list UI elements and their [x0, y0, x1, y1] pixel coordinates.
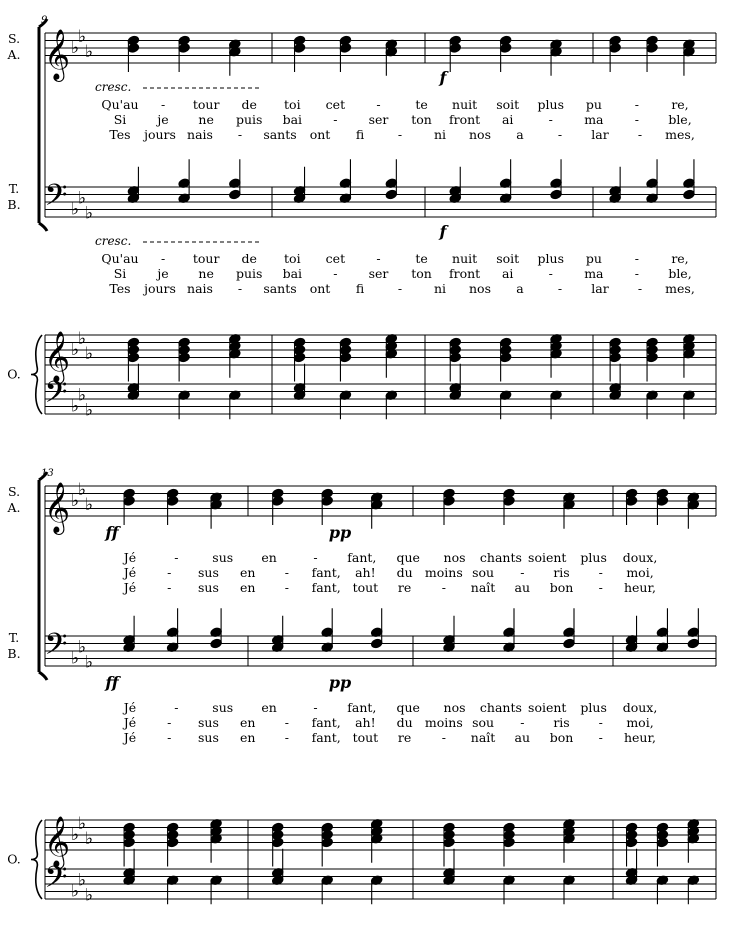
- lyric-syllable: ont: [309, 127, 331, 142]
- measure-number: 9: [41, 15, 48, 26]
- lyric-syllable: ai: [501, 266, 514, 281]
- lyric-syllable: Jé: [123, 715, 137, 730]
- lyric-syllable: bai: [282, 266, 303, 281]
- note-head: [646, 43, 658, 54]
- lyric-syllable: fi: [355, 281, 365, 296]
- staff-label-soprano: S.: [7, 31, 21, 46]
- lyric-syllable: nuit: [452, 97, 478, 112]
- note-head: [503, 837, 515, 848]
- lyric-syllable: plus: [580, 700, 607, 715]
- lyric-syllable: ris: [553, 565, 570, 580]
- lyric-syllable: -: [284, 580, 290, 595]
- lyric-syllable: sus: [198, 580, 219, 595]
- measure-number: 13: [41, 468, 54, 479]
- flat-icon: ♭: [77, 385, 87, 406]
- lyric-syllable: -: [557, 281, 563, 296]
- lyric-syllable: -: [520, 565, 525, 580]
- note-head: [499, 352, 511, 363]
- flat-icon: ♭: [70, 825, 80, 845]
- lyric-syllable: Jé: [123, 700, 137, 715]
- lyric-syllable: en: [261, 700, 277, 715]
- lyric-syllable: sus: [198, 715, 219, 730]
- lyric-syllable: -: [167, 580, 172, 595]
- bass-clef-icon: 𝄢: [44, 628, 68, 669]
- note-head: [625, 496, 637, 507]
- lyric-syllable: plus: [580, 550, 607, 565]
- lyric-syllable: nos: [469, 281, 491, 296]
- staff-label-alto: A.: [7, 47, 21, 62]
- lyric-syllable: en: [239, 715, 256, 730]
- lyric-syllable: doux,: [622, 700, 658, 715]
- lyric-syllable: Qu'au: [101, 97, 139, 112]
- lyric-syllable: ne: [198, 266, 214, 281]
- lyric-syllable: nais: [187, 127, 213, 142]
- lyric-syllable: sus: [198, 730, 219, 745]
- lyric-syllable: tout: [352, 730, 379, 745]
- flat-icon: ♭: [84, 828, 94, 849]
- note-head: [625, 837, 637, 848]
- note-head: [683, 189, 695, 200]
- flat-icon: ♭: [70, 38, 80, 58]
- lyric-syllable: chants: [479, 550, 522, 565]
- flat-icon: ♭: [84, 885, 94, 906]
- lyric-syllable: te: [415, 251, 428, 266]
- note-head: [293, 43, 305, 54]
- note-head: [385, 189, 397, 200]
- lyric-syllable: Si: [113, 112, 127, 127]
- lyric-syllable: sants: [263, 127, 297, 142]
- lyric-syllable: -: [634, 97, 640, 112]
- lyric-syllable: puis: [235, 112, 263, 127]
- lyric-syllable: fant,: [347, 550, 377, 565]
- flat-icon: ♭: [84, 494, 94, 515]
- lyric-syllable: ser: [368, 266, 389, 281]
- note-head: [449, 43, 461, 54]
- note-head: [443, 837, 455, 848]
- lyric-syllable: en: [239, 580, 256, 595]
- note-head: [687, 638, 699, 649]
- note-head: [127, 352, 139, 363]
- lyric-syllable: fant,: [311, 715, 341, 730]
- lyric-syllable: que: [396, 550, 420, 565]
- lyric-syllable: sou: [472, 715, 495, 730]
- note-head: [178, 352, 190, 363]
- lyric-syllable: sants: [263, 281, 297, 296]
- lyric-syllable: a: [516, 127, 524, 142]
- lyric-syllable: doux,: [622, 550, 658, 565]
- flat-icon: ♭: [84, 203, 94, 224]
- flat-icon: ♭: [77, 188, 87, 209]
- lyric-syllable: -: [548, 266, 553, 281]
- lyric-syllable: -: [284, 715, 290, 730]
- note-head: [272, 496, 284, 507]
- note-head: [293, 352, 305, 363]
- lyric-syllable: cet: [325, 251, 346, 266]
- lyric-syllable: Jé: [123, 550, 137, 565]
- treble-clef-icon: 𝄞: [43, 482, 71, 533]
- lyric-syllable: sus: [212, 550, 234, 565]
- note-head: [339, 43, 351, 54]
- lyric-syllable: je: [157, 266, 169, 281]
- lyric-syllable: -: [167, 730, 172, 745]
- lyric-syllable: -: [634, 266, 640, 281]
- dynamic-forte: f: [439, 68, 447, 87]
- lyric-syllable: fant,: [347, 700, 377, 715]
- lyric-syllable: -: [634, 251, 640, 266]
- lyric-syllable: -: [160, 251, 166, 266]
- note-head: [550, 189, 562, 200]
- lyric-syllable: front: [449, 266, 481, 281]
- lyric-syllable: ne: [198, 112, 214, 127]
- lyric-syllable: re: [397, 730, 412, 745]
- lyric-syllable: plus: [537, 97, 565, 112]
- lyric-syllable: ah!: [355, 715, 376, 730]
- lyric-syllable: -: [237, 281, 243, 296]
- lyric-syllable: -: [284, 730, 290, 745]
- lyric-syllable: de: [241, 97, 257, 112]
- lyric-syllable: fant,: [311, 580, 341, 595]
- lyric-syllable: -: [441, 730, 446, 745]
- flat-icon: ♭: [77, 813, 87, 834]
- lyric-syllable: en: [239, 565, 256, 580]
- lyric-syllable: naît: [470, 580, 496, 595]
- lyric-syllable: ble,: [668, 266, 692, 281]
- treble-clef-icon: 𝄞: [43, 331, 71, 382]
- lyric-syllable: -: [167, 715, 172, 730]
- lyric-syllable: mes,: [665, 127, 695, 142]
- lyric-syllable: -: [333, 112, 338, 127]
- note-head: [656, 496, 668, 507]
- lyric-syllable: ser: [368, 112, 389, 127]
- lyric-syllable: toi: [284, 97, 301, 112]
- lyric-syllable: moi,: [626, 565, 654, 580]
- flat-icon: ♭: [77, 870, 87, 891]
- lyric-syllable: -: [313, 700, 318, 715]
- lyric-syllable: re,: [671, 97, 689, 112]
- lyric-syllable: bon: [549, 580, 574, 595]
- lyric-syllable: au: [514, 730, 531, 745]
- note-head: [166, 496, 178, 507]
- lyric-syllable: ma: [584, 266, 604, 281]
- note-head: [210, 638, 222, 649]
- lyric-syllable: -: [397, 281, 403, 296]
- lyric-syllable: -: [634, 112, 640, 127]
- flat-icon: ♭: [84, 343, 94, 364]
- lyric-syllable: moi,: [626, 715, 654, 730]
- staff-label-soprano: S.: [7, 484, 21, 499]
- lyric-syllable: sou: [472, 565, 495, 580]
- system-1: [6, 15, 716, 420]
- lyric-syllable: -: [174, 550, 179, 565]
- lyric-syllable: de: [241, 251, 257, 266]
- lyric-syllable: -: [167, 565, 172, 580]
- lyric-syllable: nais: [187, 281, 213, 296]
- lyric-syllable: chants: [479, 700, 522, 715]
- dynamic-fortissimo: ff: [105, 673, 119, 692]
- treble-clef-icon: 𝄞: [43, 816, 71, 867]
- lyric-syllable: -: [557, 127, 563, 142]
- lyric-syllable: fant,: [311, 730, 341, 745]
- cresc-marking: cresc.: [95, 80, 132, 94]
- lyric-syllable: naît: [470, 730, 496, 745]
- lyric-syllable: heur,: [623, 730, 657, 745]
- dynamic-pianissimo: pp: [328, 523, 352, 542]
- treble-clef-icon: 𝄞: [43, 29, 71, 80]
- lyric-syllable: re,: [671, 251, 689, 266]
- lyric-syllable: heur,: [623, 580, 657, 595]
- note-head: [178, 43, 190, 54]
- note-head: [272, 837, 284, 848]
- lyric-syllable: -: [313, 550, 318, 565]
- lyric-syllable: Tes: [109, 127, 131, 142]
- lyric-syllable: a: [516, 281, 524, 296]
- note-head: [443, 496, 455, 507]
- lyric-syllable: puis: [235, 266, 263, 281]
- note-head: [609, 352, 621, 363]
- lyric-syllable: pu: [585, 97, 602, 112]
- cresc-marking: cresc.: [95, 234, 132, 248]
- staff-label-organ: O.: [7, 366, 21, 382]
- lyric-syllable: jours: [144, 281, 176, 296]
- organ-brace: [31, 820, 42, 899]
- lyric-syllable: -: [598, 730, 603, 745]
- note-head: [656, 837, 668, 848]
- staff-label-alto: A.: [7, 500, 21, 515]
- note-head: [499, 43, 511, 54]
- lyric-syllable: ma: [584, 112, 604, 127]
- flat-icon: ♭: [84, 41, 94, 62]
- lyric-syllable: sus: [198, 565, 219, 580]
- note-head: [123, 496, 135, 507]
- lyric-syllable: Jé: [123, 580, 137, 595]
- lyric-syllable: ble,: [668, 112, 692, 127]
- lyric-syllable: jours: [144, 127, 176, 142]
- flat-icon: ♭: [70, 881, 80, 902]
- lyric-syllable: tour: [192, 97, 220, 112]
- flat-icon: ♭: [77, 479, 87, 500]
- lyric-syllable: bai: [282, 112, 303, 127]
- lyric-syllable: tout: [352, 580, 379, 595]
- note-head: [339, 352, 351, 363]
- bass-clef-icon: 𝄢: [44, 179, 68, 220]
- lyric-syllable: fi: [355, 127, 365, 142]
- lyric-syllable: te: [415, 97, 428, 112]
- flat-icon: ♭: [77, 328, 87, 349]
- lyric-syllable: au: [514, 580, 531, 595]
- flat-icon: ♭: [84, 400, 94, 421]
- staff-label-organ: O.: [7, 851, 21, 867]
- lyric-syllable: ai: [501, 112, 514, 127]
- lyric-syllable: lar: [591, 281, 609, 296]
- dynamic-fortissimo: ff: [105, 523, 119, 542]
- lyric-syllable: plus: [537, 251, 565, 266]
- lyric-syllable: -: [333, 266, 338, 281]
- lyric-syllable: ah!: [355, 565, 376, 580]
- lyric-syllable: moins: [424, 715, 463, 730]
- lyric-syllable: du: [396, 565, 413, 580]
- lyric-syllable: ni: [433, 127, 447, 142]
- lyric-syllable: Jé: [123, 565, 137, 580]
- lyric-syllable: Si: [113, 266, 127, 281]
- lyric-syllable: nos: [443, 550, 466, 565]
- note-head: [123, 837, 135, 848]
- note-head: [166, 837, 178, 848]
- lyric-syllable: lar: [591, 127, 609, 142]
- lyric-syllable: ton: [411, 266, 432, 281]
- staff-label-bass: B.: [7, 197, 21, 212]
- lyric-syllable: -: [284, 565, 290, 580]
- lyric-syllable: soient: [528, 550, 567, 565]
- note-head: [321, 837, 333, 848]
- lyric-syllable: soit: [496, 97, 520, 112]
- lyric-syllable: Tes: [109, 281, 131, 296]
- lyric-syllable: nos: [443, 700, 466, 715]
- lyric-syllable: -: [397, 127, 403, 142]
- lyric-syllable: -: [441, 580, 446, 595]
- dynamic-forte: f: [439, 222, 447, 241]
- flat-icon: ♭: [70, 648, 80, 669]
- lyric-syllable: sus: [212, 700, 234, 715]
- lyric-syllable: ont: [309, 281, 331, 296]
- flat-icon: ♭: [70, 199, 80, 220]
- lyric-syllable: en: [239, 730, 256, 745]
- staff-label-tenor: T.: [8, 630, 20, 645]
- lyric-syllable: soient: [528, 700, 567, 715]
- lyric-syllable: Jé: [123, 730, 137, 745]
- flat-icon: ♭: [70, 491, 80, 511]
- note-head: [449, 352, 461, 363]
- lyric-syllable: -: [548, 112, 553, 127]
- lyric-syllable: -: [598, 715, 603, 730]
- lyric-syllable: -: [520, 715, 525, 730]
- note-head: [563, 638, 575, 649]
- lyric-syllable: en: [261, 550, 277, 565]
- lyric-syllable: -: [160, 97, 166, 112]
- flat-icon: ♭: [77, 26, 87, 47]
- lyric-syllable: re: [397, 580, 412, 595]
- lyric-syllable: -: [237, 127, 243, 142]
- lyric-syllable: cet: [325, 97, 346, 112]
- flat-icon: ♭: [84, 652, 94, 673]
- note-head: [609, 43, 621, 54]
- lyric-syllable: toi: [284, 251, 301, 266]
- lyric-syllable: ton: [411, 112, 432, 127]
- lyric-syllable: -: [637, 127, 643, 142]
- lyric-syllable: fant,: [311, 565, 341, 580]
- organ-brace: [31, 335, 42, 414]
- bass-clef-icon: 𝄢: [44, 376, 68, 417]
- flat-icon: ♭: [70, 340, 80, 360]
- lyric-syllable: je: [157, 112, 169, 127]
- lyric-syllable: pu: [585, 251, 602, 266]
- lyric-syllable: ris: [553, 715, 570, 730]
- bass-clef-icon: 𝄢: [44, 861, 68, 902]
- dynamic-pianissimo: pp: [328, 673, 352, 692]
- lyric-syllable: soit: [496, 251, 520, 266]
- note-head: [229, 189, 241, 200]
- flat-icon: ♭: [77, 637, 87, 658]
- lyric-syllable: Qu'au: [101, 251, 139, 266]
- note-head: [127, 43, 139, 54]
- system-2: [6, 468, 716, 905]
- lyric-syllable: -: [174, 700, 179, 715]
- lyric-syllable: ni: [433, 281, 447, 296]
- note-head: [321, 496, 333, 507]
- lyric-syllable: bon: [549, 730, 574, 745]
- lyric-syllable: -: [598, 565, 603, 580]
- note-head: [503, 496, 515, 507]
- note-head: [646, 352, 658, 363]
- lyric-syllable: nuit: [452, 251, 478, 266]
- lyric-syllable: -: [637, 281, 643, 296]
- lyric-syllable: nos: [469, 127, 491, 142]
- lyric-syllable: du: [396, 715, 413, 730]
- lyric-syllable: -: [376, 251, 381, 266]
- staff-label-tenor: T.: [8, 181, 20, 196]
- lyric-syllable: -: [598, 580, 603, 595]
- lyric-syllable: front: [449, 112, 481, 127]
- staff-label-bass: B.: [7, 646, 21, 661]
- lyric-syllable: mes,: [665, 281, 695, 296]
- lyric-syllable: tour: [192, 251, 220, 266]
- lyric-syllable: que: [396, 700, 420, 715]
- lyric-syllable: -: [376, 97, 381, 112]
- note-head: [371, 638, 383, 649]
- flat-icon: ♭: [70, 396, 80, 417]
- lyric-syllable: moins: [424, 565, 463, 580]
